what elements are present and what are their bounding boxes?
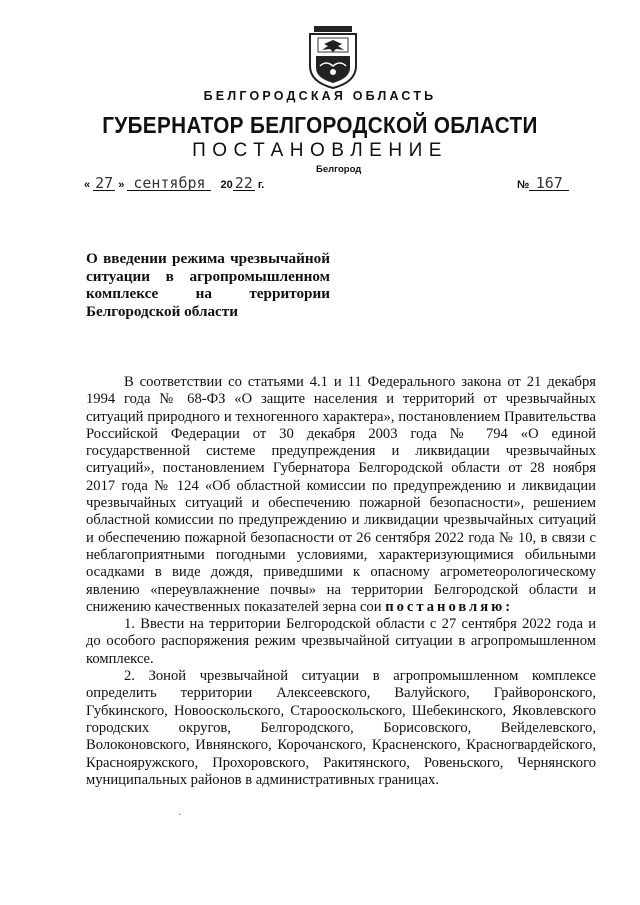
date-field bbox=[84, 176, 264, 191]
date-year-mark: г. bbox=[257, 179, 265, 191]
document-number: 167 bbox=[529, 176, 569, 191]
scan-mark: · bbox=[178, 810, 182, 821]
coat-of-arms-icon bbox=[304, 22, 362, 92]
document-type: ПОСТАНОВЛЕНИЕ bbox=[192, 140, 448, 161]
date-year-prefix: 20 bbox=[220, 179, 233, 191]
document-subject: О введении режима чрезвычайной ситуации в агропромышленном комплексе на территории Белгородской области bbox=[86, 250, 330, 320]
resolve-word: постановляю: bbox=[385, 598, 514, 615]
date-day: 27 bbox=[95, 174, 114, 192]
date-month: сентября bbox=[127, 176, 211, 191]
document-body bbox=[86, 374, 596, 789]
item-2: 2. Зоной чрезвычайной ситуации в агропромышленном комплексе определить территории Алексеевского, Валуйского, Грайворонского, Губкинского, Новооскольского, Старооскольского, Шебекинского, Яковлевского городских округов, Белгородского, Борисовского, Вейделевского, Волоконовского, Ивнянского, Корочанского, Красненского, Красногвардейского, Краснояружского, Прохоровского, Ракитянского, Ровеньского, Чернянского муниципальных районов в административных границах. bbox=[86, 668, 596, 788]
number-field bbox=[517, 176, 569, 191]
preamble-paragraph bbox=[86, 374, 596, 616]
date-year-suffix: 22 bbox=[234, 174, 253, 192]
item-1: 1. Ввести на территории Белгородской области с 27 сентября 2022 года и до особого распоряжения режим чрезвычайной ситуации в агропромышленном комплексе. bbox=[86, 616, 596, 667]
region-name: БЕЛГОРОДСКАЯ ОБЛАСТЬ bbox=[203, 89, 437, 103]
date-close-quote: » bbox=[118, 179, 125, 191]
number-label: № bbox=[517, 179, 530, 191]
city-name: Белгород bbox=[316, 164, 362, 175]
preamble-text: В соответствии со статьями 4.1 и 11 Федерального закона от 21 декабря 1994 года № 68-ФЗ «О защите населения и территорий от чрезвычайных ситуаций природного и техногенного характера», постановлением Правительства Российской Федерации от 30 декабря 2003 года № 794 «О единой государственной системе предупреждения и ликвидации чрезвычайных ситуаций», постановлением Губернатора Белгородской области от 28 ноября 2017 года № 124 «Об областной комиссии по предупреждению и ликвидации чрезвычайных ситуаций и обеспечению пожарной безопасности», решением областной комиссии по предупреждению и ликвидации чрезвычайных ситуаций и обеспечению пожарной безопасности от 26 сентября 2022 года № 10, в связи с неблагоприятными погодными условиями, характеризующимися обильными осадками в виде дождя, приведшими к опасному агрометеорологическому явлению «переувлажнение почвы» на территории Белгородской области и снижению качественных показателей зерна сои bbox=[86, 374, 596, 615]
date-open-quote: « bbox=[84, 179, 91, 191]
issuer-title: ГУБЕРНАТОР БЕЛГОРОДСКОЙ ОБЛАСТИ bbox=[102, 112, 538, 138]
